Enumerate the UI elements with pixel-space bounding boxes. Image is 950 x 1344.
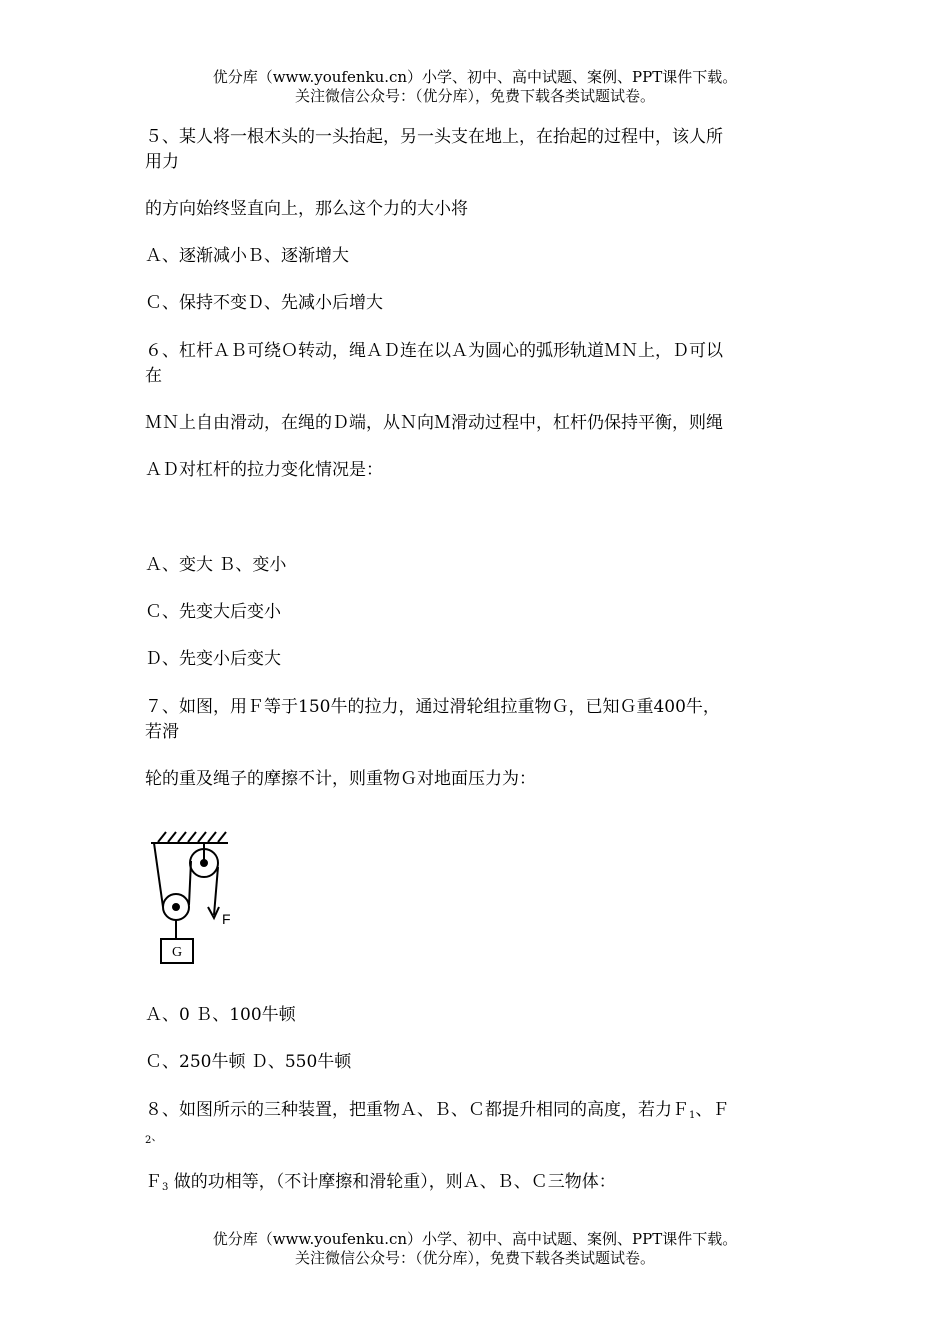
q5-line-3: 的方向始终竖直向上，那么这个力的大小将 [145, 199, 468, 219]
force-label: F [222, 911, 231, 927]
f1-subscript: 1 [689, 1110, 696, 1121]
ceiling-support [151, 832, 228, 843]
q8-line-3-f: Ｆ [145, 1172, 162, 1192]
weight-label: G [172, 945, 183, 960]
q8-line-2-tail: 、 [151, 1130, 163, 1143]
q6-line-3: ＭＮ上自由滑动，在绳的Ｄ端，从Ｎ向Ｍ滑动过程中，杠杆仍保持平衡，则绳 [145, 413, 723, 433]
q6-option-c: Ｃ、先变大后变小 [145, 602, 281, 622]
q5-options-ab: Ａ、逐渐减小Ｂ、逐渐增大 [145, 246, 349, 266]
q7-line-1: ７、如图，用Ｆ等于150牛的拉力，通过滑轮组拉重物Ｇ，已知Ｇ重400牛， [145, 697, 720, 717]
q7-options-ab: Ａ、0 Ｂ、100牛顿 [145, 1005, 296, 1025]
q7-line-2: 若滑 [145, 722, 179, 742]
q5-line-2: 用力 [145, 152, 179, 172]
q7-options-cd: Ｃ、250牛顿 Ｄ、550牛顿 [145, 1052, 352, 1072]
rope-left [154, 843, 163, 907]
f3-subscript: 3 [162, 1182, 169, 1193]
q5-options-cd: Ｃ、保持不变Ｄ、先减小后增大 [145, 293, 383, 313]
header-line-1: 优分库（www.youfenku.cn）小学、初中、高中试题、案例、PPT课件下载。 [212, 68, 738, 86]
rope-pull [214, 867, 218, 915]
q8-line-1-text: ８、如图所示的三种装置，把重物Ａ、Ｂ、Ｃ都提升相同的高度，若力Ｆ [145, 1100, 689, 1120]
q6-line-4: ＡＤ对杠杆的拉力变化情况是： [145, 460, 383, 480]
q6-options-ab: Ａ、变大 Ｂ、变小 [145, 555, 287, 575]
q8-line-3 [145, 1170, 810, 1200]
page-footer [0, 1230, 950, 1268]
page-header [0, 68, 950, 106]
q6-option-d: Ｄ、先变小后变大 [145, 649, 281, 669]
rope-middle [189, 861, 191, 905]
q6-line-2: 在 [145, 366, 162, 386]
footer-line-2: 关注微信公众号：（优分库），免费下载各类试题试卷。 [294, 1249, 655, 1267]
q8-line-1-tail: 、Ｆ [695, 1100, 730, 1120]
q8-line-3-text: 做的功相等，（不计摩擦和滑轮重），则Ａ、Ｂ、Ｃ三物体： [168, 1172, 616, 1192]
pulley-diagram [148, 827, 248, 967]
q5-line-1: ５、某人将一根木头的一头抬起，另一头支在地上，在抬起的过程中，该人所 [145, 127, 723, 147]
q6-line-1: ６、杠杆ＡＢ可绕Ｏ转动，绳ＡＤ连在以Ａ为圆心的弧形轨道ＭＮ上，Ｄ可以 [145, 341, 723, 361]
footer-line-1: 优分库（www.youfenku.cn）小学、初中、高中试题、案例、PPT课件下载。 [212, 1230, 738, 1248]
q8-line-2 [145, 1123, 810, 1153]
header-line-2: 关注微信公众号：（优分库），免费下载各类试题试卷。 [294, 87, 655, 105]
f2-subscript: 2 [145, 1135, 152, 1146]
q7-line-3: 轮的重及绳子的摩擦不计，则重物Ｇ对地面压力为： [145, 769, 536, 789]
